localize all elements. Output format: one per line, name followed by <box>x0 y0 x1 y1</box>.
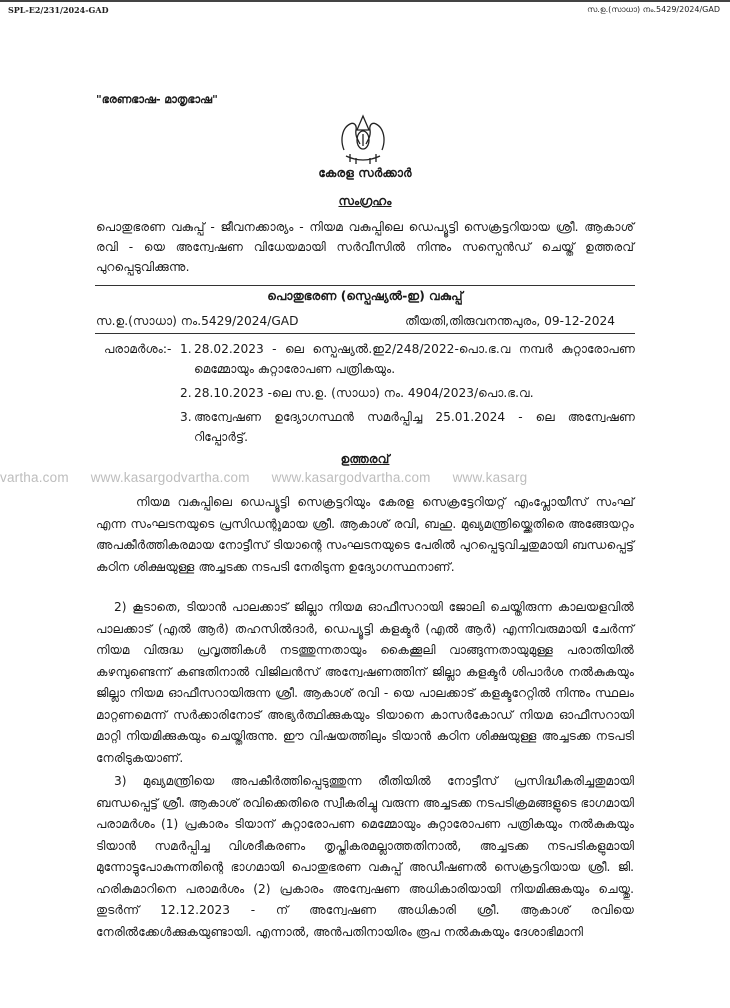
watermark-text: www.kasarg <box>452 470 528 485</box>
order-date-place: തീയതി,തിരുവനന്തപുരം, 09-12-2024 <box>405 314 615 328</box>
order-heading: ഉത്തരവ് <box>340 452 390 466</box>
watermark <box>0 470 730 485</box>
divider <box>95 333 635 334</box>
reference-text: 28.02.2023 - ലെ സ്പെഷ്യൽ.ഇ2/248/2022-പൊ.ഭ.വ നമ്പർ കുറ്റാരോപണ മെമ്മോയും കുറ്റാരോപണ പത്രികയും. <box>194 342 635 376</box>
reference-number: 2. <box>180 386 192 400</box>
government-name: കേരള സർക്കാർ <box>318 166 412 180</box>
reference-item <box>180 339 635 379</box>
order-paragraph-3: 3) മുഖ്യമന്ത്രിയെ അപകീർത്തിപ്പെടുത്തുന്ന രീതിയിൽ നോട്ടീസ് പ്രസിദ്ധീകരിച്ചതുമായി ബന്ധപ്പെട്ട് ശ്രീ. ആകാശ് രവിക്കെതിരെ സ്വീകരിച്ചു വരുന്ന അച്ചടക്ക നടപടിക്രമങ്ങളുടെ ഭാഗമായി പരാമർശം (1) പ്രകാരം ടിയാന് കുറ്റാരോപണ മെമ്മോയും കുറ്റാരോപണ പത്രികയും നൽകുകയും ടിയാൻ സമർപ്പിച്ച വിശദീകരണം തൃപ്തികരമല്ലാത്തതിനാൽ, അച്ചടക്ക നടപടികളുമായി മുന്നോട്ടുപോകുന്നതിന്റെ ഭാഗമായി പൊതുഭരണ വകുപ്പ് അഡീഷണൽ സെക്രട്ടറിയായ ശ്രീ. ജി. ഹരികുമാറിനെ പരാമർശം (2) പ്രകാരം അന്വേഷണ അധികാരിയായി നിയമിക്കുകയും ചെയ്തു. തുടർന്ന് 12.12.2023 - ന് അന്വേഷണ അധികാരി ശ്രീ. ആകാശ് രവിയെ നേരിൽക്കേൾക്കുകയുണ്ടായി. എന്നാൽ, അൻപതിനായിരം രൂപ നൽകുകയും ദേശാഭിമാനി <box>96 774 635 939</box>
department-name: പൊതുഭരണ (സ്പെഷ്യൽ-ഇ) വകുപ്പ് <box>267 289 463 303</box>
reference-text: 28.10.2023 -ലെ സ.ഉ. (സാധാ) നം. 4904/2023/പൊ.ഭ.വ. <box>194 386 534 400</box>
references-label: പരാമർശം:- <box>104 342 172 356</box>
motto: "ഭരണഭാഷ- മാതൃഭാഷ" <box>96 93 218 106</box>
kerala-emblem <box>338 110 388 166</box>
order-number: സ.ഉ.(സാധാ) നം.5429/2024/GAD <box>96 314 299 328</box>
summary-heading: സംഗ്രഹം <box>338 194 392 208</box>
watermark-text: vartha.com <box>0 470 69 485</box>
order-paragraph-1: നിയമ വകുപ്പിലെ ഡെപ്യൂട്ടി സെക്രട്ടറിയും കേരള സെക്രട്ടേറിയറ്റ് എംപ്ലോയീസ് സംഘ് എന്ന സംഘടനയുടെ പ്രസിഡന്റുമായ ശ്രീ. ആകാശ് രവി, ബഹു. മുഖ്യമന്ത്രിയ്ക്കെതിരെ അങ്ങേയറ്റം അപകീർത്തികരമായ നോട്ടീസ് ടിയാന്റെ സംഘടനയുടെ പേരിൽ പുറപ്പെടുവിച്ചതുമായി ബന്ധപ്പെട്ട് കഠിന ശിക്ഷയുള്ള അച്ചടക്ക നടപടി നേരിടുന്ന ഉദ്യോഗസ്ഥനാണ്. <box>96 495 634 574</box>
file-reference: SPL-E2/231/2024-GAD <box>8 5 109 15</box>
reference-text: അന്വേഷണ ഉദ്യോഗസ്ഥൻ സമർപ്പിച്ച 25.01.2024 - ലെ അന്വേഷണ റിപ്പോർട്ട്. <box>194 410 635 444</box>
reference-item <box>180 383 635 403</box>
reference-number: 3. <box>180 410 192 424</box>
references-list <box>180 339 635 447</box>
top-border <box>0 0 730 2</box>
reference-number: 1. <box>180 342 192 356</box>
reference-item <box>180 407 635 447</box>
watermark-text: www.kasargodvartha.com <box>271 470 431 485</box>
watermark-text: www.kasargodvartha.com <box>90 470 250 485</box>
order-summary: പൊതുഭരണ വകുപ്പ് - ജീവനക്കാര്യം - നിയമ വകുപ്പിലെ ഡെപ്യൂട്ടി സെക്രട്ടറിയായ ശ്രീ. ആകാശ് രവി - യെ അന്വേഷണ വിധേയമായി സർവീസിൽ നിന്നും സസ്പെൻഡ് ചെയ്ത് ഉത്തരവ് പുറപ്പെടുവിക്കുന്നു. <box>96 220 634 274</box>
order-reference-header: സ.ഉ.(സാധാ) നം.5429/2024/GAD <box>587 5 720 14</box>
order-paragraph-2: 2) കൂടാതെ, ടിയാൻ പാലക്കാട് ജില്ലാ നിയമ ഓഫീസറായി ജോലി ചെയ്തിരുന്ന കാലയളവിൽ പാലക്കാട് (എൽ ആർ) തഹസിൽദാർ, ഡെപ്യൂട്ടി കളക്ടർ (എൽ ആർ) എന്നിവരുമായി ചേർന്ന് നിയമ വിരുദ്ധ പ്രവൃത്തികൾ നടത്തുന്നതായും കൈക്കൂലി വാങ്ങുന്നതായുമുള്ള പരാതിയിൽ കഴമ്പുണ്ടെന്ന് കണ്ടതിനാൽ വിജിലൻസ് അന്വേഷണത്തിന് ജില്ലാ കളക്ടർ ശിപാർശ നൽകുകയും ജില്ലാ നിയമ ഓഫീസറായിരുന്ന ശ്രീ. ആകാശ് രവി - യെ പാലക്കാട് കളക്ടറേറ്റിൽ നിന്നും സ്ഥലം മാറ്റണമെന്ന് സർക്കാരിനോട് അഭ്യർത്ഥിക്കുകയും ടിയാനെ കാസർകോഡ് നിയമ ഓഫീസറായി മാറ്റി നിയമിക്കുകയും ചെയ്തിരുന്നു. ഈ വിഷയത്തിലും ടിയാൻ കഠിന ശിക്ഷയുള്ള അച്ചടക്ക നടപടി നേരിടുകയാണ്. <box>96 600 634 765</box>
